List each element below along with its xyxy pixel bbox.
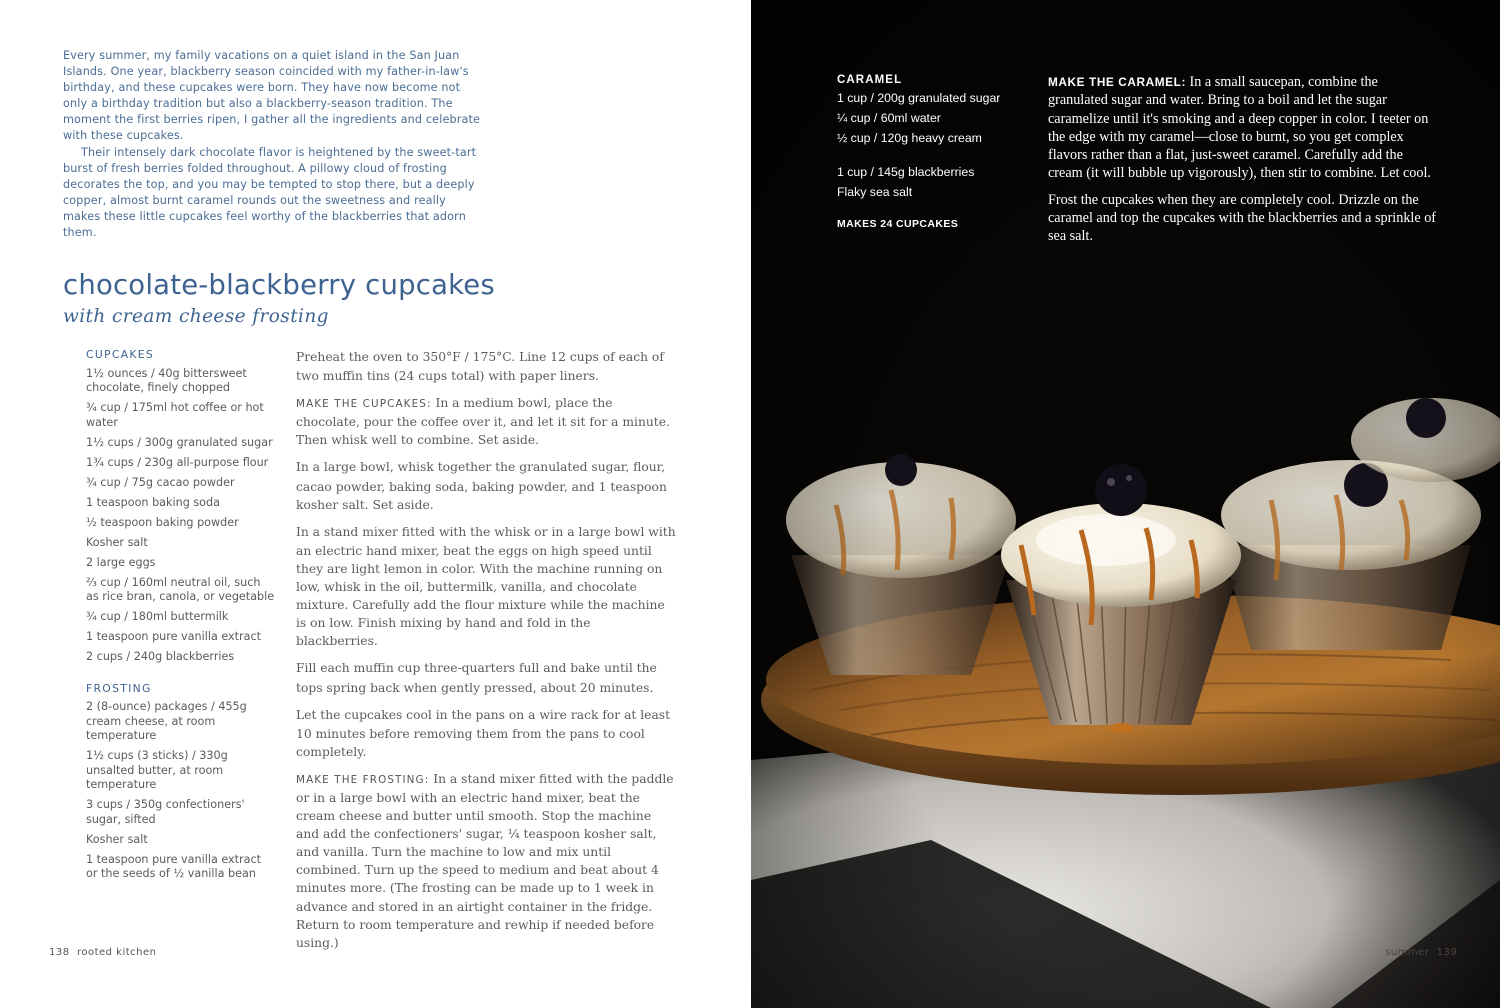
recipe-subtitle: with cream cheese frosting <box>63 306 329 327</box>
method-step <box>1048 191 1440 246</box>
step-text: Preheat the oven to 350°F / 175°C. Line 12 cups of each of two muffin tins (24 cups total) with paper liners. <box>296 350 664 384</box>
ingredient-item: 1½ ounces / 40g bittersweet chocolate, finely chopped <box>86 366 247 394</box>
recipe-title: chocolate-blackberry cupcakes <box>63 269 495 301</box>
method-step <box>296 458 676 513</box>
ingredient-item: 2 (8-ounce) packages / 455g cream cheese, at room temperature <box>86 700 247 742</box>
method-step <box>296 394 676 449</box>
ingredient-item: 1 cup / 200g granulated sugar <box>837 91 1001 105</box>
ingredient-item: 1 teaspoon pure vanilla extract <box>86 630 262 643</box>
method-step <box>296 770 676 952</box>
ingredient-item: 1½ cups / 300g granulated sugar <box>86 435 273 449</box>
ingredient-item: 2 large eggs <box>86 555 156 569</box>
ingredient-item: ¼ cup / 60ml water <box>837 111 941 125</box>
section-name: summer <box>1385 947 1430 958</box>
intro-paragraph: Their intensely dark chocolate flavor is heightened by the sweet-tart burst of fresh berries folded throughout. A pillowy cloud of frosting decorates the top, and you may be tempted to stop there, but a deeply copper, almost burnt caramel rounds out the sweetness and really makes these little cupcakes feel worthy of the blackberries that adorn them. <box>63 145 477 240</box>
ingredient-item: ¾ cup / 75g cacao powder <box>86 475 235 489</box>
ingredient-item: 2 cups / 240g blackberries <box>86 650 235 663</box>
ingredient-item: ⅔ cup / 160ml neutral oil, such as rice bran, canola, or vegetable <box>86 575 275 603</box>
ingredient-item: ¾ cup / 175ml hot coffee or hot water <box>86 401 264 429</box>
step-text: Fill each muffin cup three-quarters full and bake until the tops spring back when gently pressed, about 20 minutes. <box>296 661 657 695</box>
method-step <box>296 706 676 761</box>
method-step <box>296 348 676 385</box>
page-folio-right <box>1385 947 1457 958</box>
ingredient-item: Flaky sea salt <box>837 185 913 199</box>
method-step <box>296 659 676 696</box>
page-number: 138 <box>49 947 70 958</box>
intro-paragraph: Every summer, my family vacations on a quiet island in the San Juan Islands. One year, blackberry season coincided with my father-in-law's birthday, and these cupcakes were born. They have now become not only a birthday tradition but also a blackberry-season tradition. The moment the first berries ripen, I gather all the ingredients and celebrate with these cupcakes. <box>63 49 481 143</box>
step-text: In a stand mixer fitted with the whisk or in a large bowl with an electric hand mixer, beat the eggs on high speed until they are light lemon in color. With the machine running on low, whisk in the oil, buttermilk, vanilla, and chocolate mixture. Carefully add the flour mixture while the machine is on low. Finish mixing by hand and fold in the blackberries. <box>296 524 676 649</box>
cupcakes-ingredient-group <box>86 348 276 665</box>
caramel-heading: CARAMEL <box>837 74 903 86</box>
page-folio-left <box>49 947 157 958</box>
ingredient-item: ½ cup / 120g heavy cream <box>837 131 982 145</box>
method-step <box>1048 73 1440 183</box>
ingredient-item: ¾ cup / 180ml buttermilk <box>86 610 229 623</box>
frosting-heading: FROSTING <box>86 681 152 695</box>
intro-text <box>63 48 481 241</box>
step-text: In a stand mixer fitted with the paddle or in a large bowl with an electric hand mixer, beat the cream cheese and butter until smooth. Stop the machine and add the confectioners' sugar, ¼ teaspoon kosher salt, and vanilla. Turn the machine to low and mix until combined. Turn up the speed to medium and beat about 4 minutes more. (The frosting can be made up to 1 week in advance and stored in an airtight container in the fridge. Return to room temperature and rewhip if needed before using.) <box>296 771 674 950</box>
cupcakes-heading: CUPCAKES <box>86 348 155 361</box>
step-text: In a medium bowl, place the chocolate, pour the coffee over it, and let it sit for a minute. Then whisk well to combine. Set aside. <box>296 396 670 448</box>
ingredient-item: Kosher salt <box>86 535 148 549</box>
caramel-method <box>1048 73 1440 254</box>
ingredient-item: 1 cup / 145g blackberries <box>837 165 975 179</box>
step-text: Let the cupcakes cool in the pans on a wire rack for at least 10 minutes before removing them from the pans to cool completely. <box>296 707 671 759</box>
step-text: In a small saucepan, combine the granulated sugar and water. Bring to a boil and let the sugar caramelize until it's smoking and a deep copper in color. I teeter on the edge with my caramel—close to burnt, so you get complex flavors rather than a flat, just-sweet caramel. Carefully add the cream (it will bubble up vigorously), then stir to combine. Let cool. <box>1048 74 1431 182</box>
step-lead: MAKE THE CARAMEL: <box>1048 75 1186 89</box>
step-lead: MAKE THE CUPCAKES: <box>296 398 432 411</box>
ingredient-list <box>86 348 276 887</box>
step-lead: MAKE THE FROSTING: <box>296 773 430 786</box>
frosting-ingredient-group <box>86 682 276 882</box>
ingredient-item: 1 teaspoon baking soda <box>86 495 220 509</box>
ingredient-item: 1¾ cups / 230g all-purpose flour <box>86 455 269 469</box>
page-number: 139 <box>1436 947 1458 958</box>
method-step <box>296 523 676 651</box>
step-text: Frost the cupcakes when they are completely cool. Drizzle on the caramel and top the cupcakes with the blackberries and a sprinkle of sea salt. <box>1048 191 1437 245</box>
ingredient-item: 1½ cups (3 sticks) / 330g unsalted butter, at room temperature <box>86 749 228 791</box>
method-steps <box>296 348 676 961</box>
right-page <box>751 0 1500 1008</box>
caramel-ingredient-list <box>837 72 1037 234</box>
book-title: rooted kitchen <box>76 947 157 958</box>
step-text: In a large bowl, whisk together the granulated sugar, flour, cacao powder, baking soda, baking powder, and 1 teaspoon kosher salt. Set aside. <box>296 460 667 512</box>
ingredient-item: 1 teaspoon pure vanilla extract or the seeds of ½ vanilla bean <box>86 852 262 880</box>
recipe-yield: MAKES 24 CUPCAKES <box>837 218 959 230</box>
ingredient-item: Kosher salt <box>86 832 148 846</box>
ingredient-item: 3 cups / 350g confectioners' sugar, sifted <box>86 798 245 826</box>
ingredient-item: ½ teaspoon baking powder <box>86 515 239 529</box>
